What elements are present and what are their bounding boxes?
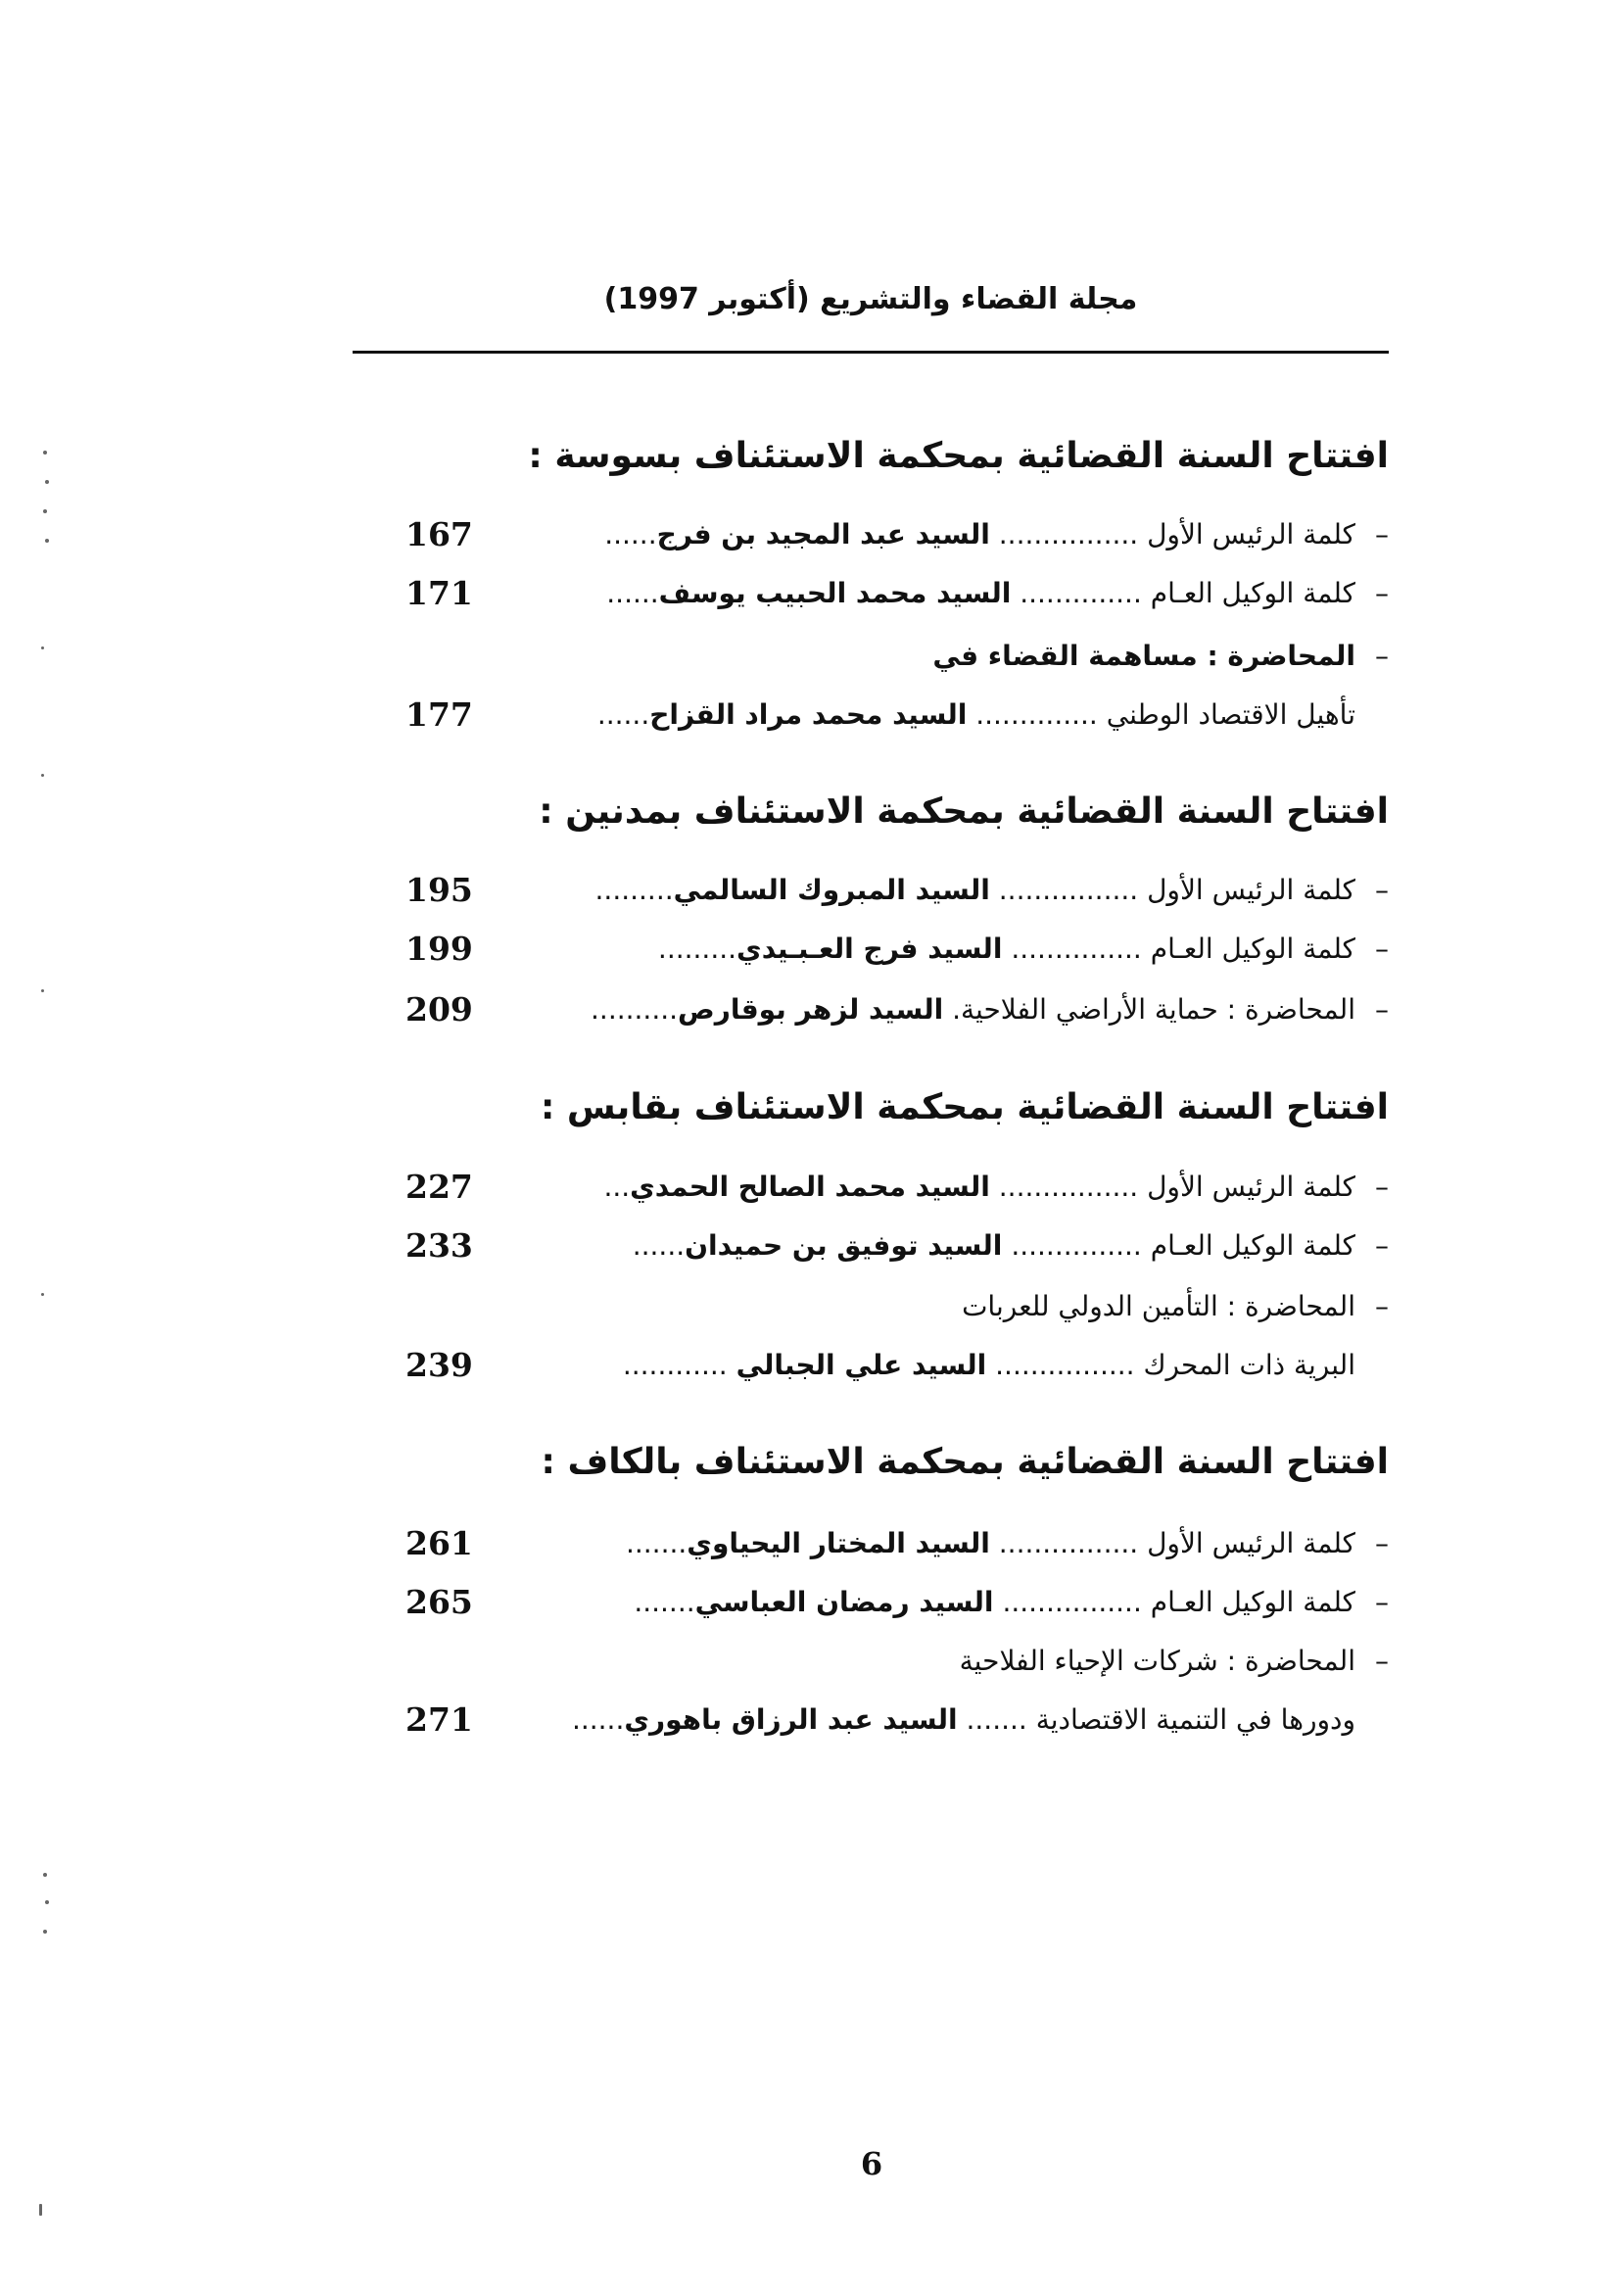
row-label: المحاضرة : شركات الإحياء الفلاحية bbox=[959, 1645, 1355, 1677]
row-dash: – bbox=[1375, 640, 1389, 672]
dot-leader: ............ bbox=[622, 1349, 728, 1381]
row-dash: – bbox=[1375, 1290, 1389, 1322]
row-speaker: السيد توفيق بن حميدان bbox=[685, 1229, 1003, 1262]
scan-speck bbox=[41, 1293, 44, 1296]
journal-header: مجلة القضاء والتشريع (أكتوبر 1997) bbox=[603, 282, 1138, 316]
row-label: كلمة الوكيل العـام bbox=[1150, 1586, 1355, 1618]
row-dash: – bbox=[1375, 1171, 1389, 1203]
toc-row bbox=[402, 1579, 1389, 1626]
dot-leader: ...... bbox=[606, 577, 659, 609]
row-dash: – bbox=[1375, 577, 1389, 609]
row-page-number: 227 bbox=[405, 1168, 473, 1206]
row-label: كلمة الوكيل العـام bbox=[1150, 1229, 1355, 1262]
row-dash: – bbox=[1375, 1645, 1389, 1677]
row-label: المحاضرة : التأمين الدولي للعربات bbox=[962, 1290, 1355, 1322]
row-page-number: 195 bbox=[405, 871, 473, 909]
row-label: كلمة الرئيس الأول bbox=[1147, 518, 1355, 550]
row-label: كلمة الرئيس الأول bbox=[1147, 874, 1355, 906]
dot-leader: ...... bbox=[604, 518, 657, 550]
dot-leader: ... bbox=[603, 1171, 631, 1203]
row-label: ودورها في التنمية الاقتصادية bbox=[1035, 1703, 1355, 1736]
row-speaker: السيد محمد مراد القزاح bbox=[649, 698, 968, 731]
row-page-number: 171 bbox=[405, 574, 473, 612]
scan-speck bbox=[45, 480, 49, 484]
row-dash: – bbox=[1375, 1586, 1389, 1618]
row-speaker: السيد محمد الحبيب يوسف bbox=[658, 577, 1012, 609]
dot-leader: ......... bbox=[594, 874, 674, 906]
dot-leader: ................ bbox=[998, 874, 1139, 906]
row-label: تأهيل الاقتصاد الوطني bbox=[1106, 698, 1355, 731]
toc-row bbox=[402, 1520, 1389, 1567]
row-page-number: 271 bbox=[405, 1700, 473, 1739]
row-label: كلمة الوكيل العـام bbox=[1150, 577, 1355, 609]
dot-leader: ............... bbox=[1011, 1229, 1142, 1262]
row-dash: – bbox=[1375, 1229, 1389, 1262]
scan-speck bbox=[43, 1873, 47, 1877]
dot-leader: ................ bbox=[998, 518, 1139, 550]
header-rule bbox=[353, 351, 1389, 354]
dot-leader: .......... bbox=[591, 993, 679, 1026]
dot-leader: ................ bbox=[1002, 1586, 1142, 1618]
scan-speck bbox=[43, 451, 47, 454]
toc-row bbox=[402, 1283, 1389, 1330]
toc-row bbox=[402, 926, 1389, 973]
row-speaker: السيد رمضان العباسي bbox=[694, 1586, 994, 1618]
dot-leader: ................ bbox=[995, 1349, 1135, 1381]
dot-leader: ...... bbox=[571, 1703, 625, 1736]
scan-speck bbox=[41, 989, 44, 992]
toc-row bbox=[402, 986, 1389, 1033]
row-dash: – bbox=[1375, 874, 1389, 906]
row-page-number: 199 bbox=[405, 930, 473, 968]
toc-row bbox=[402, 633, 1389, 680]
dot-leader: .............. bbox=[1020, 577, 1142, 609]
section-title-gabes: افتتاح السنة القضائية بمحكمة الاستئناف بقابس : bbox=[540, 1087, 1389, 1127]
row-page-number: 167 bbox=[405, 515, 473, 553]
row-speaker: السيد المبروك السالمي bbox=[673, 874, 990, 906]
scan-speck bbox=[41, 774, 44, 777]
row-page-number: 209 bbox=[405, 990, 473, 1028]
scan-speck bbox=[43, 509, 47, 513]
toc-row bbox=[402, 1697, 1389, 1744]
row-label: كلمة الرئيس الأول bbox=[1147, 1527, 1355, 1559]
dot-leader: .............. bbox=[975, 698, 1098, 731]
scan-speck bbox=[41, 646, 44, 649]
dot-leader: ......... bbox=[657, 933, 737, 965]
dot-leader: ....... bbox=[634, 1586, 695, 1618]
section-title-kef: افتتاح السنة القضائية بمحكمة الاستئناف بالكاف : bbox=[541, 1442, 1389, 1482]
row-label: البرية ذات المحرك bbox=[1143, 1349, 1355, 1381]
row-dash: – bbox=[1375, 933, 1389, 965]
toc-row bbox=[402, 1638, 1389, 1685]
dot-leader: ....... bbox=[625, 1527, 688, 1559]
row-speaker: السيد فرج العـبـيدي bbox=[736, 933, 1003, 965]
row-page-number: 261 bbox=[405, 1524, 473, 1562]
scan-speck bbox=[45, 539, 49, 543]
row-label: كلمة الرئيس الأول bbox=[1147, 1171, 1355, 1203]
row-label: كلمة الوكيل العـام bbox=[1150, 933, 1355, 965]
dot-leader: ............... bbox=[1011, 933, 1142, 965]
row-label: المحاضرة : حماية الأراضي الفلاحية. bbox=[952, 993, 1355, 1026]
scan-speck bbox=[39, 2204, 42, 2216]
toc-row bbox=[402, 867, 1389, 914]
dot-leader: ...... bbox=[632, 1229, 686, 1262]
toc-row bbox=[402, 511, 1389, 558]
row-speaker: السيد المختار اليحياوي bbox=[687, 1527, 990, 1559]
row-page-number: 177 bbox=[405, 695, 473, 734]
row-speaker: السيد علي الجبالي bbox=[736, 1349, 987, 1381]
dot-leader: ................ bbox=[998, 1171, 1139, 1203]
dot-leader: ....... bbox=[966, 1703, 1027, 1736]
row-page-number: 239 bbox=[405, 1346, 473, 1384]
toc-row bbox=[402, 570, 1389, 617]
row-speaker: السيد عبد المجيد بن فرج bbox=[656, 518, 990, 550]
row-page-number: 233 bbox=[405, 1226, 473, 1265]
toc-row bbox=[402, 1222, 1389, 1269]
scan-speck bbox=[43, 1930, 47, 1934]
toc-row bbox=[402, 692, 1389, 739]
toc-row bbox=[402, 1342, 1389, 1389]
row-speaker: السيد لزهر بوقارص bbox=[678, 993, 944, 1026]
dot-leader: ................ bbox=[998, 1527, 1139, 1559]
section-title-medenine: افتتاح السنة القضائية بمحكمة الاستئناف بمدنين : bbox=[539, 791, 1389, 832]
scan-speck bbox=[45, 1900, 49, 1904]
section-title-sousse: افتتاح السنة القضائية بمحكمة الاستئناف بسوسة : bbox=[528, 436, 1389, 476]
row-page-number: 265 bbox=[405, 1583, 473, 1621]
row-speaker: السيد عبد الرزاق باهوري bbox=[624, 1703, 958, 1736]
dot-leader: ...... bbox=[596, 698, 650, 731]
row-speaker: السيد محمد الصالح الحمدي bbox=[630, 1171, 990, 1203]
row-dash: – bbox=[1375, 993, 1389, 1026]
page-number: 6 bbox=[860, 2145, 883, 2182]
row-label: المحاضرة : مساهمة القضاء في bbox=[932, 640, 1355, 672]
toc-row bbox=[402, 1164, 1389, 1211]
row-dash: – bbox=[1375, 518, 1389, 550]
row-dash: – bbox=[1375, 1527, 1389, 1559]
